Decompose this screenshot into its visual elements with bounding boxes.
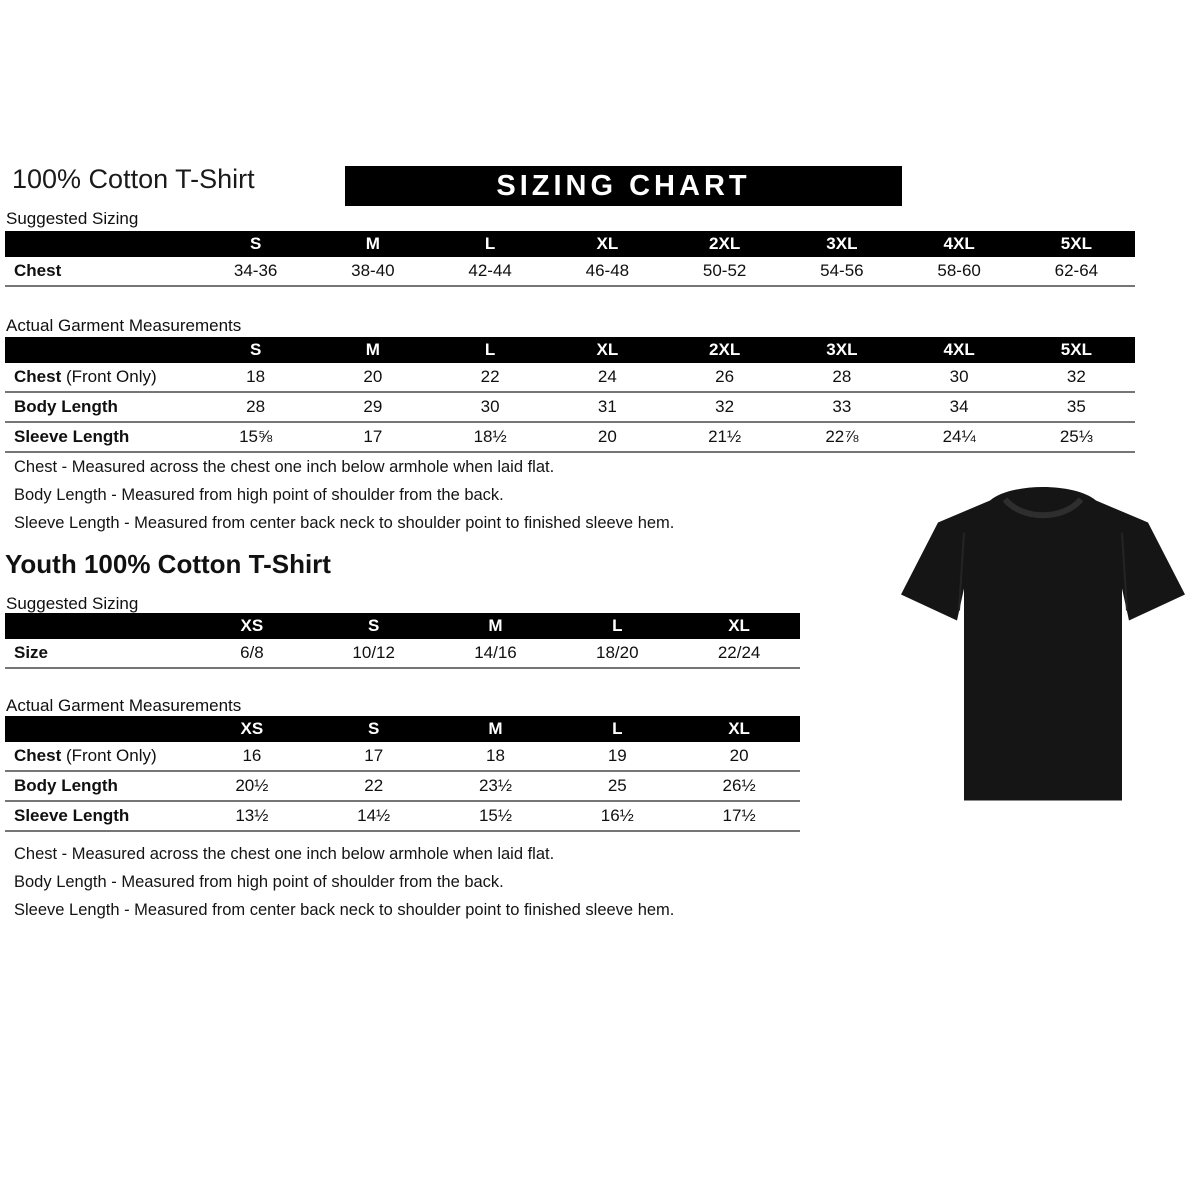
measurement-cell: 14/16 <box>435 639 557 668</box>
table-row <box>5 392 1135 422</box>
measurement-cell: 29 <box>314 392 431 422</box>
row-label: Sleeve Length <box>5 801 191 831</box>
measurement-cell: 17 <box>313 742 435 771</box>
size-column-header: M <box>435 613 557 639</box>
size-column-header: M <box>314 231 431 257</box>
size-column-header: S <box>197 337 314 363</box>
measurement-cell: 10/12 <box>313 639 435 668</box>
measurement-cell: 46-48 <box>549 257 666 286</box>
size-column-header: XS <box>191 716 313 742</box>
table-corner <box>5 231 197 257</box>
table-row <box>5 422 1135 452</box>
size-column-header: XL <box>549 337 666 363</box>
measurement-cell: 30 <box>901 363 1018 392</box>
size-column-header: S <box>313 716 435 742</box>
youth-suggested-sizing-table <box>5 613 800 669</box>
measurement-cell: 24 <box>549 363 666 392</box>
measurement-cell: 54-56 <box>783 257 900 286</box>
table-row <box>5 257 1135 286</box>
measurement-cell: 14½ <box>313 801 435 831</box>
tshirt-graphic <box>893 468 1193 813</box>
measurement-cell: 28 <box>197 392 314 422</box>
measurement-cell: 32 <box>1018 363 1135 392</box>
measurement-cell: 18/20 <box>556 639 678 668</box>
measurement-cell: 24¼ <box>901 422 1018 452</box>
size-column-header: M <box>435 716 557 742</box>
measurement-cell: 25⅓ <box>1018 422 1135 452</box>
size-column-header: L <box>556 613 678 639</box>
black-tshirt-image <box>893 468 1193 818</box>
size-column-header: M <box>314 337 431 363</box>
row-label: Chest (Front Only) <box>5 363 197 392</box>
size-column-header: XS <box>191 613 313 639</box>
measurement-cell: 58-60 <box>901 257 1018 286</box>
row-label: Chest <box>5 257 197 286</box>
measurement-cell: 32 <box>666 392 783 422</box>
measurement-cell: 6/8 <box>191 639 313 668</box>
adult-suggested-label: Suggested Sizing <box>6 209 139 228</box>
measurement-cell: 25 <box>556 771 678 801</box>
size-column-header: 4XL <box>901 231 1018 257</box>
table-row <box>5 771 800 801</box>
table-row <box>5 801 800 831</box>
size-column-header: 5XL <box>1018 337 1135 363</box>
measurement-cell: 31 <box>549 392 666 422</box>
measurement-cell: 15½ <box>435 801 557 831</box>
chest-note: Chest - Measured across the chest one inch below armhole when laid flat. <box>14 458 555 476</box>
measurement-cell: 35 <box>1018 392 1135 422</box>
table-corner <box>5 337 197 363</box>
table-row <box>5 639 800 668</box>
measurement-cell: 62-64 <box>1018 257 1135 286</box>
measurement-cell: 42-44 <box>432 257 549 286</box>
size-column-header: L <box>432 231 549 257</box>
measurement-cell: 21½ <box>666 422 783 452</box>
body-length-note: Body Length - Measured from high point of shoulder from the back. <box>14 873 504 891</box>
measurement-cell: 26½ <box>678 771 800 801</box>
adult-actual-measurements-table <box>5 337 1135 453</box>
size-column-header: L <box>556 716 678 742</box>
measurement-cell: 34-36 <box>197 257 314 286</box>
measurement-cell: 22/24 <box>678 639 800 668</box>
adult-actual-label: Actual Garment Measurements <box>6 316 242 335</box>
table-corner <box>5 613 191 639</box>
size-column-header: S <box>313 613 435 639</box>
measurement-cell: 20 <box>549 422 666 452</box>
row-label: Size <box>5 639 191 668</box>
size-column-header: 3XL <box>783 337 900 363</box>
measurement-cell: 19 <box>556 742 678 771</box>
measurement-cell: 17 <box>314 422 431 452</box>
size-column-header: XL <box>549 231 666 257</box>
measurement-cell: 20 <box>314 363 431 392</box>
size-column-header: XL <box>678 716 800 742</box>
measurement-cell: 28 <box>783 363 900 392</box>
size-column-header: 3XL <box>783 231 900 257</box>
measurement-cell: 22 <box>432 363 549 392</box>
measurement-cell: 50-52 <box>666 257 783 286</box>
measurement-cell: 16 <box>191 742 313 771</box>
measurement-cell: 15⅝ <box>197 422 314 452</box>
row-label: Sleeve Length <box>5 422 197 452</box>
row-label: Body Length <box>5 771 191 801</box>
measurement-cell: 20½ <box>191 771 313 801</box>
measurement-cell: 16½ <box>556 801 678 831</box>
size-column-header: L <box>432 337 549 363</box>
measurement-cell: 30 <box>432 392 549 422</box>
measurement-cell: 13½ <box>191 801 313 831</box>
measurement-cell: 18 <box>435 742 557 771</box>
measurement-cell: 18½ <box>432 422 549 452</box>
size-column-header: 2XL <box>666 337 783 363</box>
tshirt-body <box>901 487 1185 801</box>
table-row <box>5 363 1135 392</box>
size-column-header: S <box>197 231 314 257</box>
size-column-header: 2XL <box>666 231 783 257</box>
size-column-header: XL <box>678 613 800 639</box>
chest-note: Chest - Measured across the chest one inch below armhole when laid flat. <box>14 845 555 863</box>
size-column-header: 4XL <box>901 337 1018 363</box>
measurement-cell: 23½ <box>435 771 557 801</box>
table-row <box>5 742 800 771</box>
measurement-cell: 22 <box>313 771 435 801</box>
youth-actual-measurements-table <box>5 716 800 832</box>
table-corner <box>5 716 191 742</box>
measurement-cell: 18 <box>197 363 314 392</box>
measurement-cell: 17½ <box>678 801 800 831</box>
sizing-chart-banner: SIZING CHART <box>345 166 902 206</box>
youth-title: Youth 100% Cotton T-Shirt <box>5 549 331 579</box>
measurement-cell: 33 <box>783 392 900 422</box>
youth-suggested-label: Suggested Sizing <box>6 594 139 613</box>
measurement-cell: 38-40 <box>314 257 431 286</box>
youth-actual-label: Actual Garment Measurements <box>6 696 242 715</box>
row-label: Chest (Front Only) <box>5 742 191 771</box>
measurement-cell: 20 <box>678 742 800 771</box>
measurement-cell: 22⅞ <box>783 422 900 452</box>
row-label: Body Length <box>5 392 197 422</box>
sleeve-length-note: Sleeve Length - Measured from center back neck to shoulder point to finished sleeve hem. <box>14 514 675 532</box>
sleeve-length-note: Sleeve Length - Measured from center back neck to shoulder point to finished sleeve hem. <box>14 901 675 919</box>
adult-title: 100% Cotton T-Shirt <box>12 164 255 194</box>
size-column-header: 5XL <box>1018 231 1135 257</box>
measurement-cell: 26 <box>666 363 783 392</box>
adult-suggested-sizing-table <box>5 231 1135 287</box>
measurement-cell: 34 <box>901 392 1018 422</box>
body-length-note: Body Length - Measured from high point of shoulder from the back. <box>14 486 504 504</box>
